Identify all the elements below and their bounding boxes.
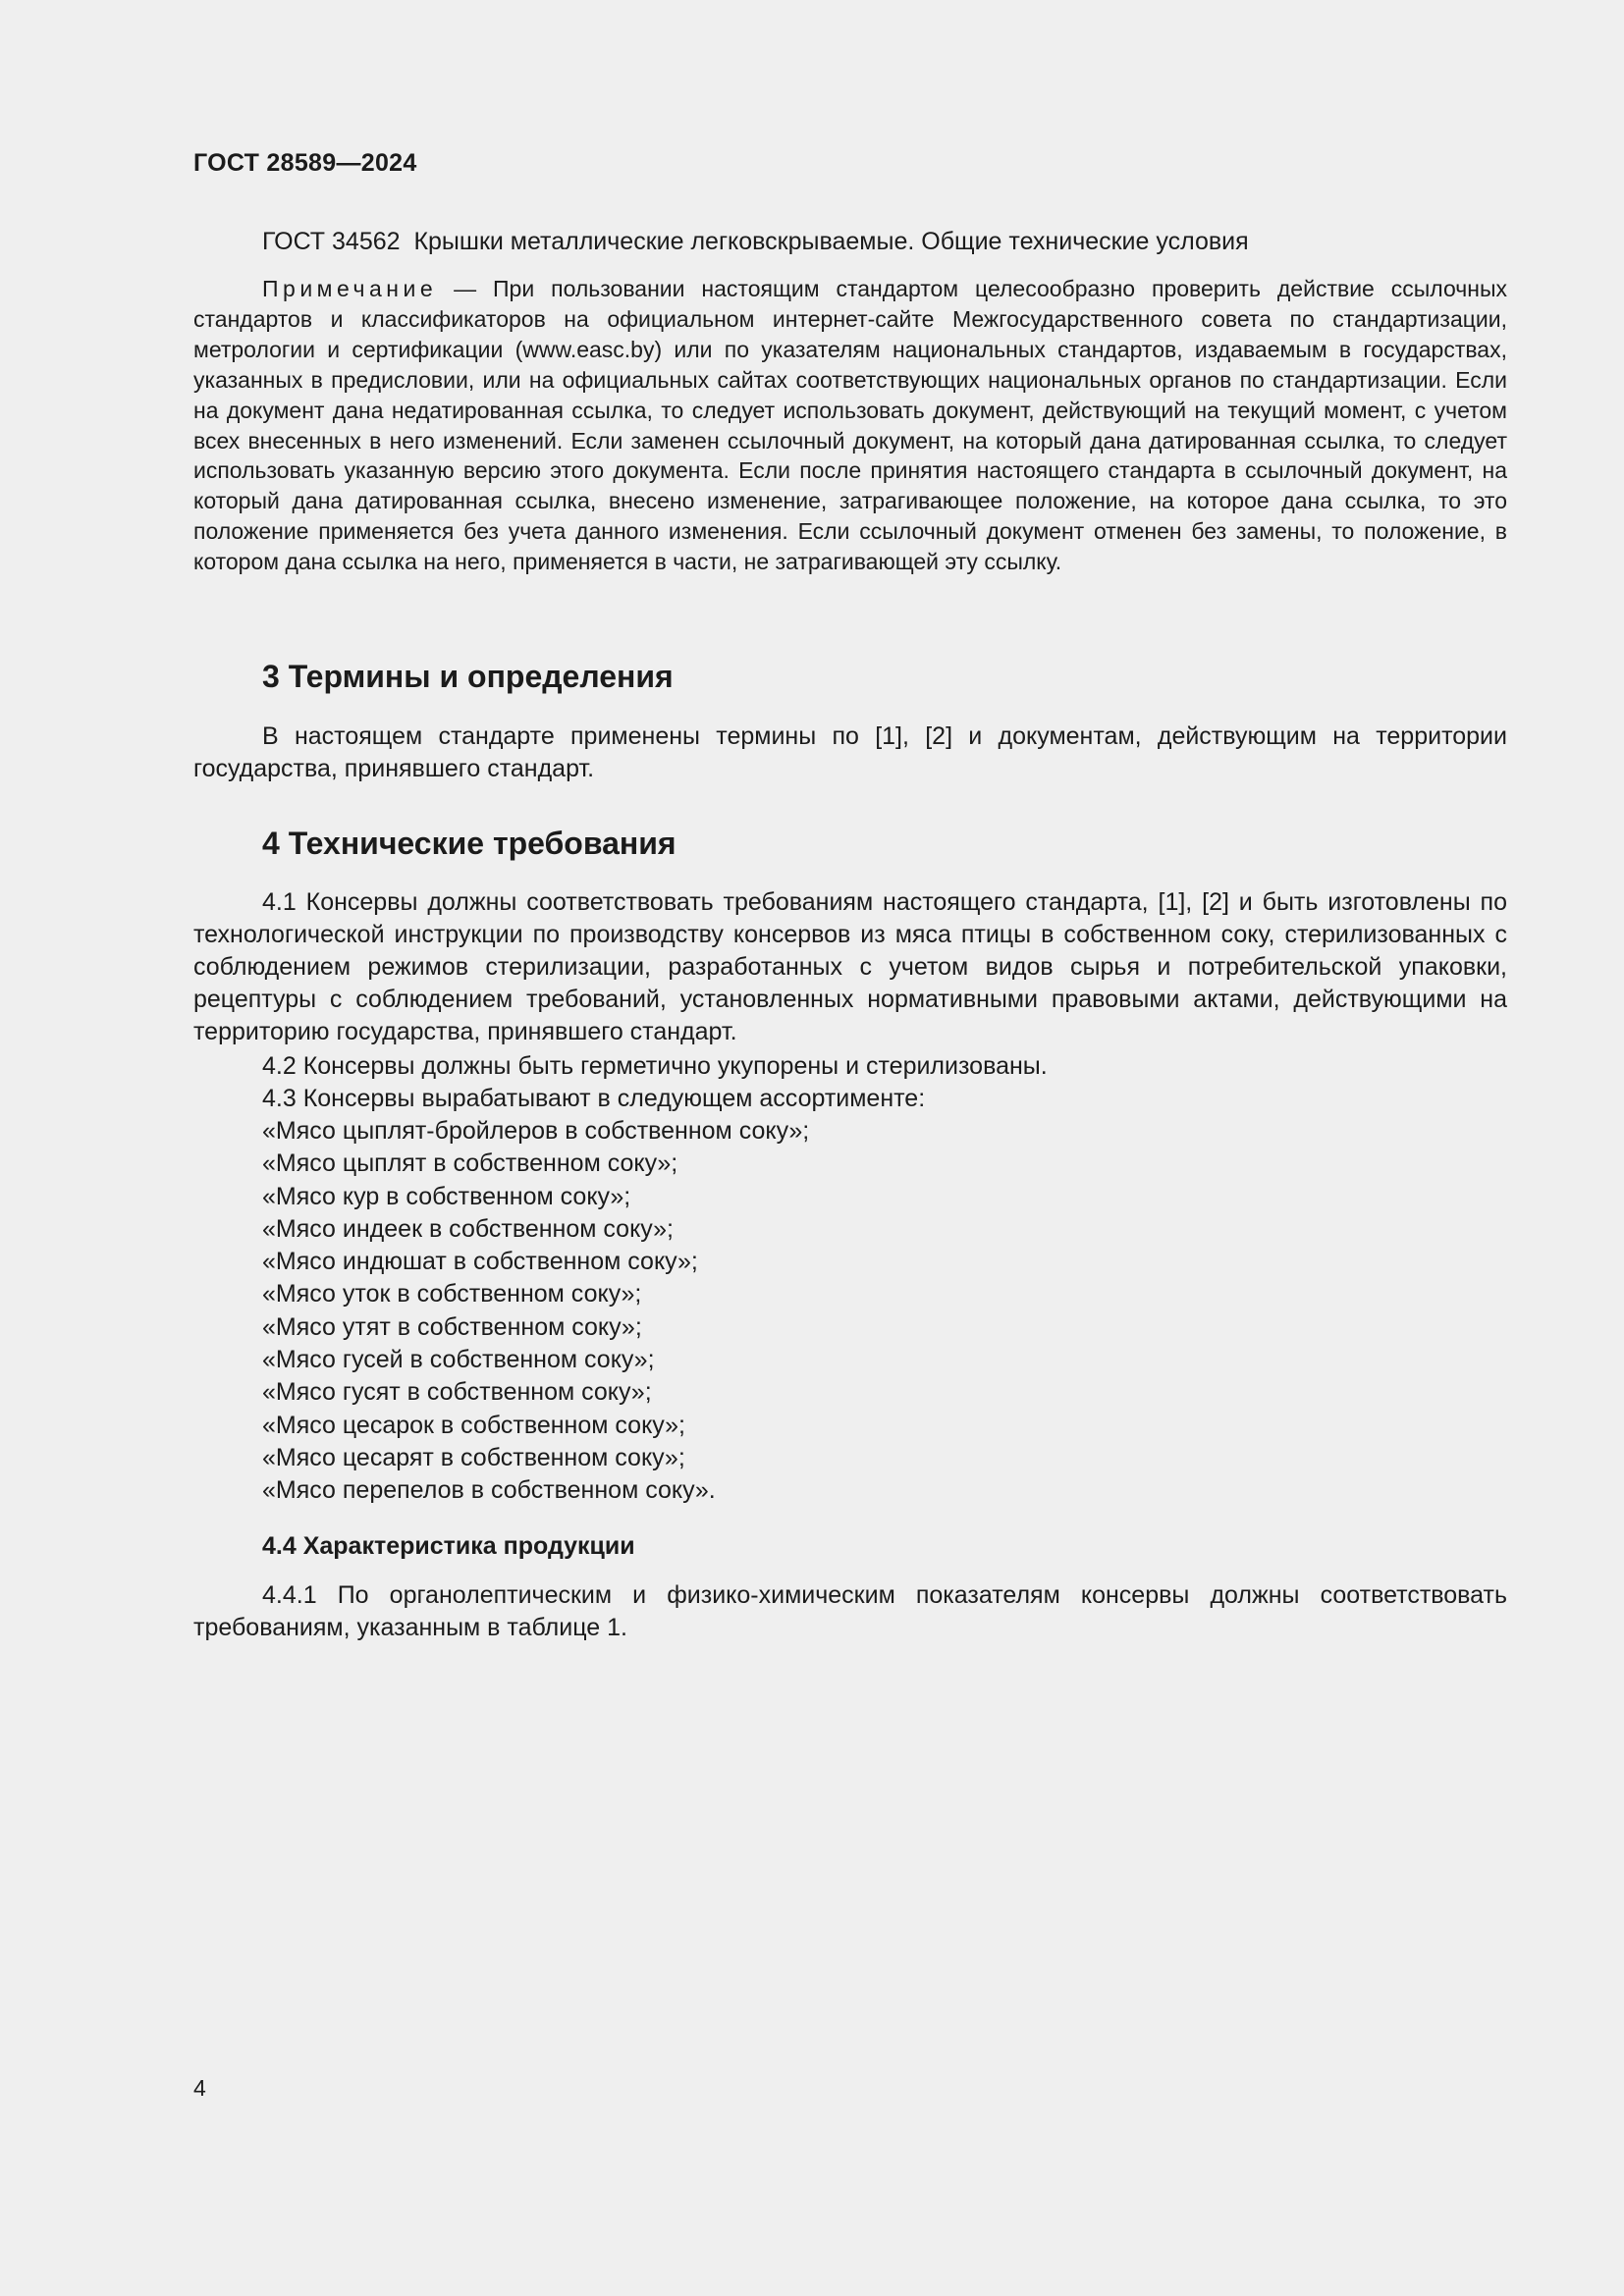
note-paragraph	[193, 274, 1507, 577]
page-number: 4	[193, 2075, 206, 2101]
section-3-title: 3 Термины и определения	[262, 659, 674, 694]
list-item: «Мясо цыплят-бройлеров в собственном соку»;	[262, 1117, 810, 1145]
clause-4-1-paragraph: 4.1 Консервы должны соответствовать требованиям настоящего стандарта, [1], [2] и быть изготовлены по технологической инструкции по производству консервов из мяса птицы в собственном соку, стерилизованных с соблюдением режимов стерилизации, разработанных с учетом видов сырья и потребительской упаковки, рецептуры с соблюдением требований, установленных нормативными правовыми актами, действующими на территорию государства, принявшего стандарт.	[193, 888, 1507, 1045]
section-3-paragraph: В настоящем стандарте применены термины по [1], [2] и документам, действующим на территории государства, принявшего стандарт.	[193, 722, 1507, 782]
section-4-title: 4 Технические требования	[262, 826, 677, 861]
assortment-list	[262, 1115, 809, 1508]
list-item: «Мясо утят в собственном соку»;	[262, 1312, 642, 1341]
note-label: Примечание	[262, 276, 438, 301]
list-item: «Мясо цыплят в собственном соку»;	[262, 1149, 678, 1178]
normative-reference-entry	[262, 228, 1249, 256]
reference-code: ГОСТ 34562	[262, 228, 401, 255]
subsection-4-4-title: 4.4 Характеристика продукции	[262, 1532, 635, 1560]
reference-title: Крышки металлические легковскрываемые. Общие технические условия	[413, 228, 1249, 255]
list-item: «Мясо цесарок в собственном соку»;	[262, 1411, 685, 1439]
list-item: «Мясо индеек в собственном соку»;	[262, 1214, 674, 1243]
clause-4-4-1-paragraph: 4.4.1 По органолептическим и физико-химическим показателям консервы должны соответствовать требованиям, указанным в таблице 1.	[193, 1581, 1507, 1641]
list-item: «Мясо цесарят в собственном соку»;	[262, 1443, 685, 1471]
clause-4-3-paragraph: 4.3 Консервы вырабатывают в следующем ассортименте:	[262, 1085, 926, 1112]
list-item: «Мясо гусей в собственном соку»;	[262, 1346, 655, 1374]
document-page	[193, 0, 1507, 2296]
note-text: — При пользовании настоящим стандартом целесообразно проверить действие ссылочных стандартов и классификаторов на официальном интернет-сайте Межгосударственного совета по стандартизации, метрологии и сертификации (www.easc.by) или по указателям национальных стандартов, издаваемым в государствах, указанных в предисловии, или на официальных сайтах соответствующих национальных органов по стандартизации. Если на документ дана недатированная ссылка, то следует использовать документ, действующий на текущий момент, с учетом всех внесенных в него изменений. Если заменен ссылочный документ, на который дана датированная ссылка, то следует использовать указанную версию этого документа. Если после принятия настоящего стандарта в ссылочный документ, на который дана датированная ссылка, внесено изменение, затрагивающее положение, на которое дана ссылка, то это положение применяется без учета данного изменения. Если ссылочный документ отменен без замены, то положение, в котором дана ссылка на него, применяется в части, не затрагивающей эту ссылку.	[193, 276, 1507, 575]
list-item: «Мясо уток в собственном соку»;	[262, 1280, 642, 1308]
document-code-header: ГОСТ 28589—2024	[193, 149, 417, 177]
list-item: «Мясо индюшат в собственном соку»;	[262, 1248, 698, 1276]
clause-4-2-paragraph: 4.2 Консервы должны быть герметично укупорены и стерилизованы.	[262, 1052, 1048, 1080]
list-item: «Мясо гусят в собственном соку»;	[262, 1378, 652, 1407]
list-item: «Мясо перепелов в собственном соку».	[262, 1476, 716, 1505]
list-item: «Мясо кур в собственном соку»;	[262, 1182, 631, 1210]
